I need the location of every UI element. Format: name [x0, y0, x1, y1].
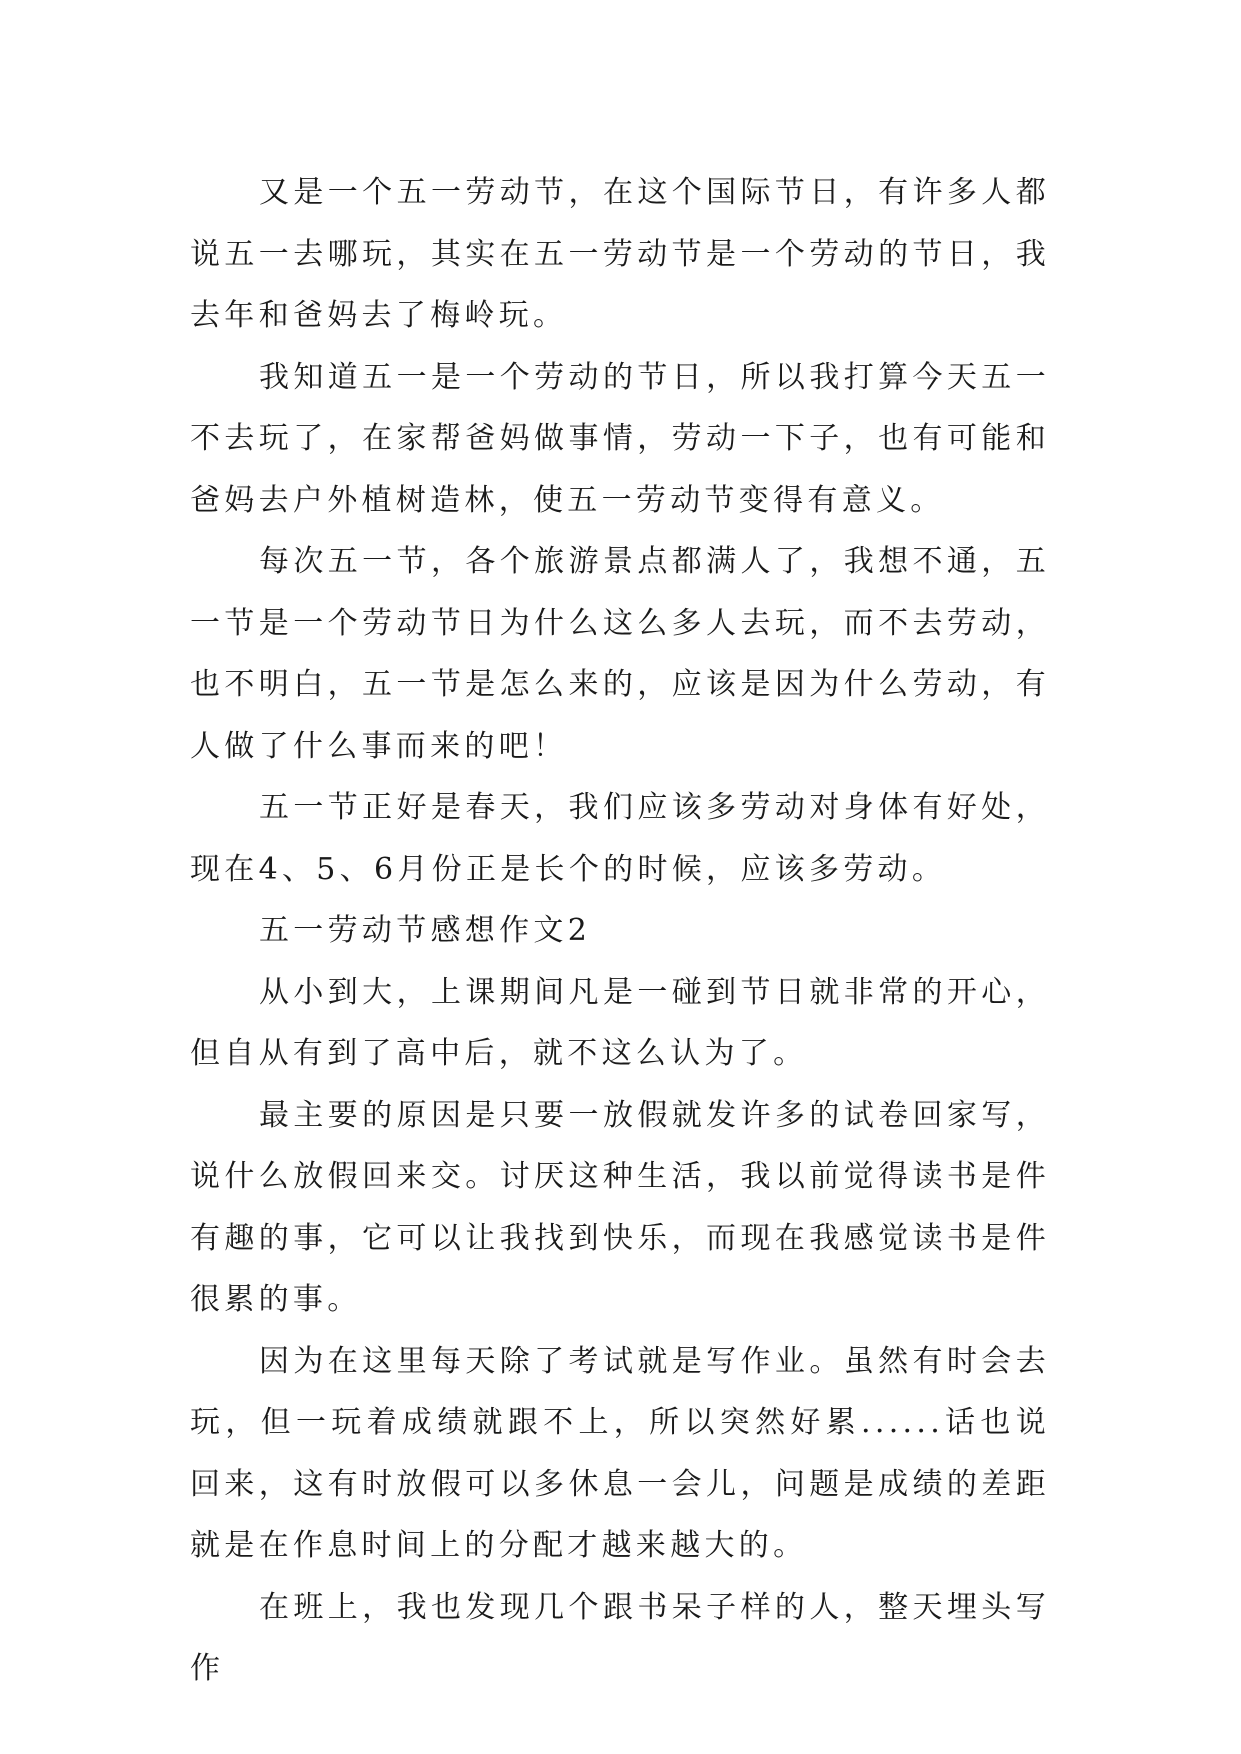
paragraph: 最主要的原因是只要一放假就发许多的试卷回家写，说什么放假回来交。讨厌这种生活，我以前觉得读书是件有趣的事，它可以让我找到快乐，而现在我感觉读书是件很累的事。 — [190, 1097, 1050, 1317]
paragraph: 每次五一节，各个旅游景点都满人了，我想不通，五一节是一个劳动节日为什么这么多人去玩，而不去劳动，也不明白，五一节是怎么来的，应该是因为什么劳动，有人做了什么事而来的吧！ — [190, 544, 1050, 764]
paragraph: 我知道五一是一个劳动的节日，所以我打算今天五一不去玩了，在家帮爸妈做事情，劳动一下子，也有可能和爸妈去户外植树造林，使五一劳动节变得有意义。 — [190, 359, 1050, 518]
paragraph: 在班上，我也发现几个跟书呆子样的人，整天埋头写作 — [190, 1589, 1050, 1686]
paragraph: 从小到大，上课期间凡是一碰到节日就非常的开心，但自从有到了高中后，就不这么认为了。 — [190, 974, 1050, 1071]
section-heading: 五一劳动节感想作文2 — [259, 913, 592, 948]
document-body — [190, 162, 1050, 1700]
paragraph: 因为在这里每天除了考试就是写作业。虽然有时会去玩，但一玩着成绩就跟不上，所以突然好累......话也说回来，这有时放假可以多休息一会儿，问题是成绩的差距就是在作息时间上的分配才越来越大的。 — [190, 1343, 1050, 1563]
paragraph: 五一节正好是春天，我们应该多劳动对身体有好处，现在4、5、6月份正是长个的时候，应该多劳动。 — [190, 790, 1050, 887]
paragraph: 又是一个五一劳动节，在这个国际节日，有许多人都说五一去哪玩，其实在五一劳动节是一个劳动的节日，我去年和爸妈去了梅岭玩。 — [190, 175, 1050, 333]
